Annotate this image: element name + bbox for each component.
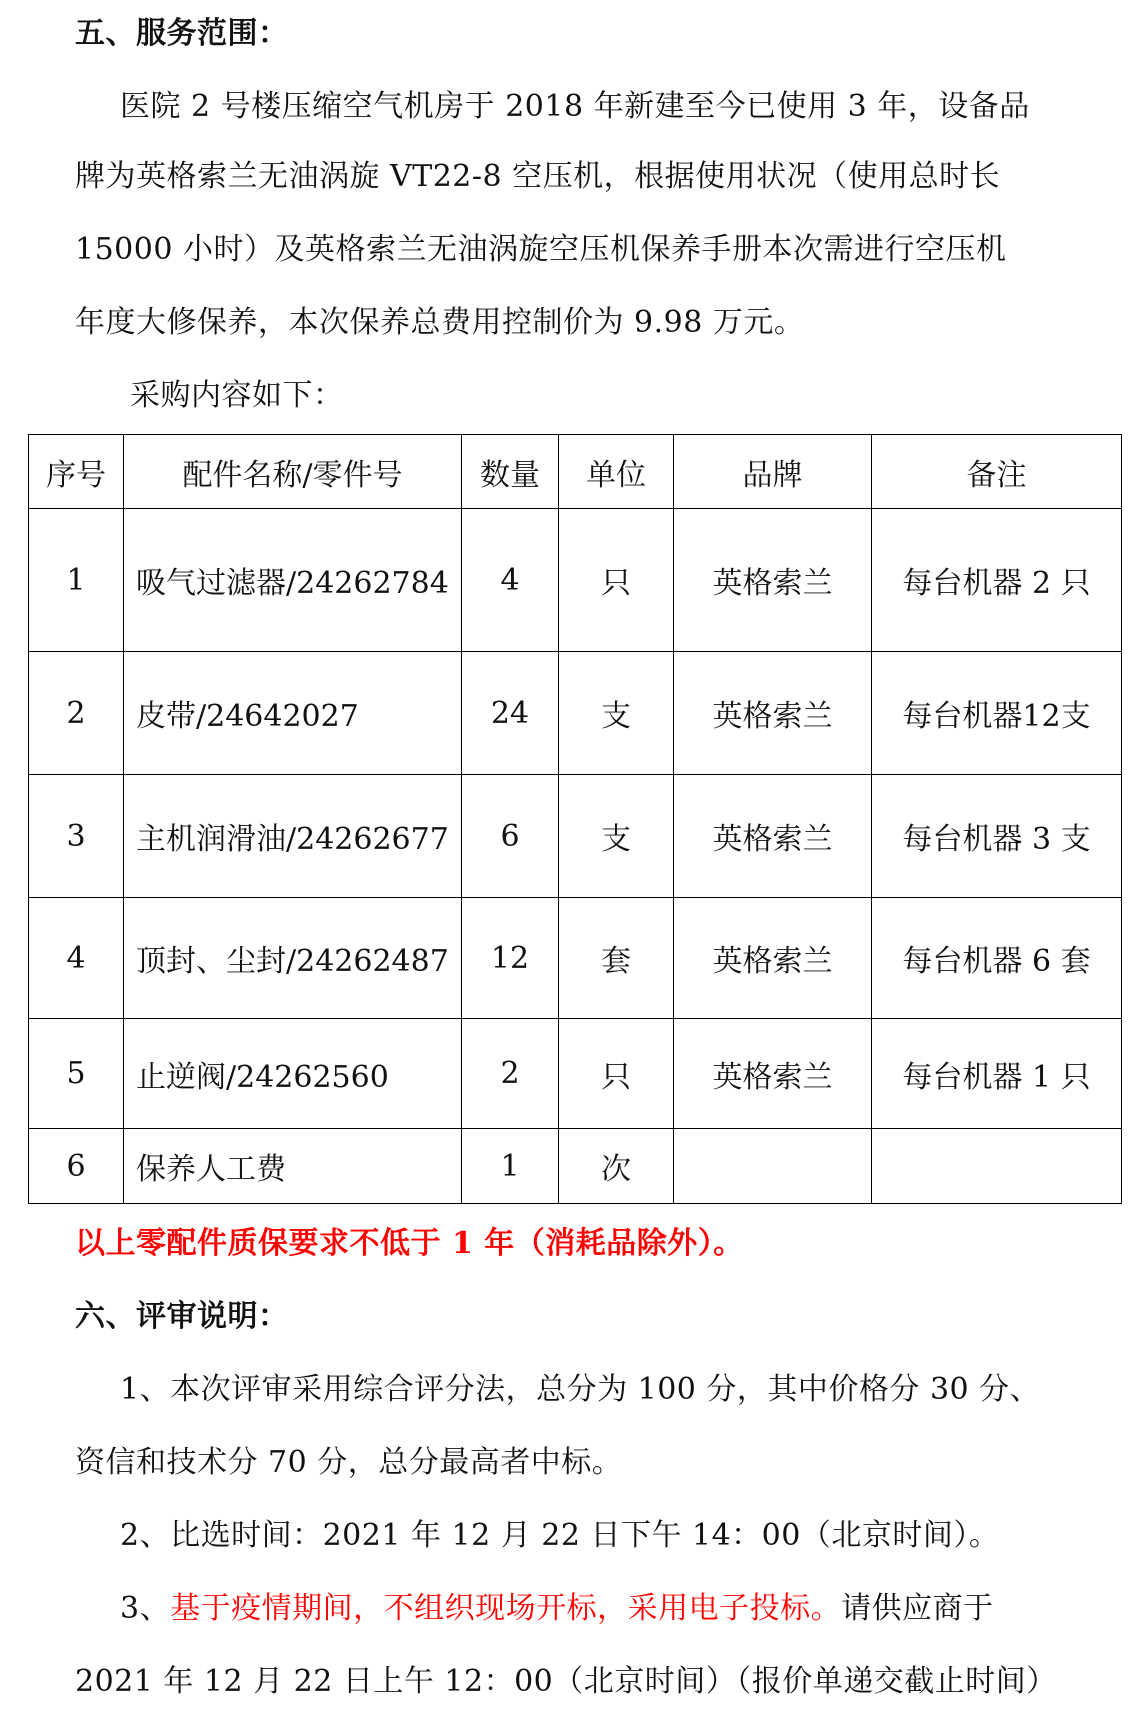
purchase-intro: 采购内容如下： xyxy=(130,378,344,413)
section6-item3-line1 xyxy=(120,1589,994,1629)
cell-brand: 英格索兰 xyxy=(674,898,872,1019)
cell-part-name: 主机润滑油/24262677 xyxy=(124,775,462,898)
cell-quantity: 2 xyxy=(462,1019,559,1129)
cell-index: 3 xyxy=(29,775,124,898)
cell-quantity: 12 xyxy=(462,898,559,1019)
cell-index: 6 xyxy=(29,1129,124,1204)
cell-remarks: 每台机器 2 只 xyxy=(872,509,1122,652)
item3-rest: 请供应商于 xyxy=(841,1591,994,1626)
cell-part-name: 保养人工费 xyxy=(124,1129,462,1204)
section5-para-line-3: 15000 小时）及英格索兰无油涡旋空压机保养手册本次需进行空压机 xyxy=(75,232,1007,267)
section5-para-line-4: 年度大修保养，本次保养总费用控制价为 9.98 万元。 xyxy=(75,305,805,340)
cell-part-name: 吸气过滤器/24262784 xyxy=(124,509,462,652)
cell-brand: 英格索兰 xyxy=(674,1019,872,1129)
cell-index: 5 xyxy=(29,1019,124,1129)
section6-item2: 2、比选时间：2021 年 12 月 22 日下午 14：00（北京时间）。 xyxy=(120,1518,1000,1553)
table-row xyxy=(29,1019,1122,1129)
table-row xyxy=(29,652,1122,775)
cell-index: 1 xyxy=(29,509,124,652)
section6-item1-line2: 资信和技术分 70 分，总分最高者中标。 xyxy=(75,1445,623,1480)
cell-part-name: 止逆阀/24262560 xyxy=(124,1019,462,1129)
cell-index: 2 xyxy=(29,652,124,775)
cell-quantity: 24 xyxy=(462,652,559,775)
section5-title: 五、服务范围： xyxy=(75,16,289,51)
section6-item3-line2: 2021 年 12 月 22 日上午 12：00（北京时间）（报价单递交截止时间） xyxy=(75,1664,1057,1699)
table-row xyxy=(29,898,1122,1019)
table-row xyxy=(29,509,1122,652)
header-quantity: 数量 xyxy=(462,435,559,509)
cell-remarks: 每台机器12支 xyxy=(872,652,1122,775)
cell-unit: 支 xyxy=(559,775,674,898)
header-unit: 单位 xyxy=(559,435,674,509)
table-row xyxy=(29,1129,1122,1204)
cell-remarks xyxy=(872,1129,1122,1204)
cell-index: 4 xyxy=(29,898,124,1019)
cell-brand: 英格索兰 xyxy=(674,652,872,775)
cell-quantity: 6 xyxy=(462,775,559,898)
header-part-name: 配件名称/零件号 xyxy=(124,435,462,509)
cell-brand: 英格索兰 xyxy=(674,775,872,898)
cell-brand: 英格索兰 xyxy=(674,509,872,652)
section6-item1-line1: 1、本次评审采用综合评分法，总分为 100 分，其中价格分 30 分、 xyxy=(120,1372,1041,1407)
warranty-note: 以上零配件质保要求不低于 1 年（消耗品除外）。 xyxy=(75,1226,744,1261)
cell-unit: 套 xyxy=(559,898,674,1019)
cell-unit: 支 xyxy=(559,652,674,775)
table-row xyxy=(29,775,1122,898)
cell-quantity: 1 xyxy=(462,1129,559,1204)
cell-brand xyxy=(674,1129,872,1204)
cell-unit: 只 xyxy=(559,509,674,652)
cell-unit: 只 xyxy=(559,1019,674,1129)
header-remarks: 备注 xyxy=(872,435,1122,509)
item3-emphasis: 基于疫情期间，不组织现场开标，采用电子投标。 xyxy=(170,1591,842,1626)
cell-remarks: 每台机器 6 套 xyxy=(872,898,1122,1019)
section6-title: 六、评审说明： xyxy=(75,1299,289,1334)
item3-prefix: 3、 xyxy=(120,1591,171,1626)
header-brand: 品牌 xyxy=(674,435,872,509)
cell-remarks: 每台机器 3 支 xyxy=(872,775,1122,898)
cell-part-name: 顶封、尘封/24262487 xyxy=(124,898,462,1019)
cell-quantity: 4 xyxy=(462,509,559,652)
cell-part-name: 皮带/24642027 xyxy=(124,652,462,775)
cell-remarks: 每台机器 1 只 xyxy=(872,1019,1122,1129)
header-index: 序号 xyxy=(29,435,124,509)
table-header-row xyxy=(29,435,1122,509)
parts-table xyxy=(28,434,1122,1204)
section5-para-line-2: 牌为英格索兰无油涡旋 VT22-8 空压机，根据使用状况（使用总时长 xyxy=(75,159,1001,194)
section5-para-line-1: 医院 2 号楼压缩空气机房于 2018 年新建至今已使用 3 年，设备品 xyxy=(120,89,1030,124)
cell-unit: 次 xyxy=(559,1129,674,1204)
